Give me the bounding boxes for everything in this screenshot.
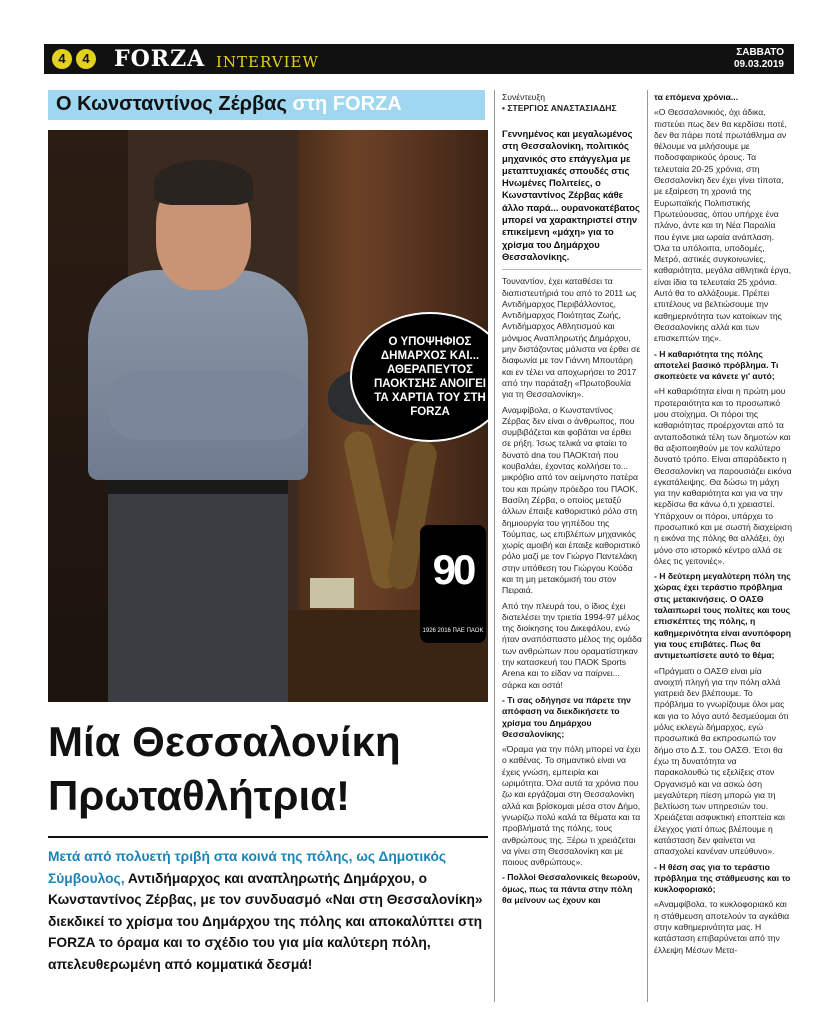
byline-author: • ΣΤΕΡΓΙΟΣ ΑΝΑΣΤΑΣΙΑΔΗΣ [502, 103, 617, 113]
byline-label: Συνέντευξη [502, 92, 545, 102]
lead-blue: Μετά από πολυετή τριβή στα κοινά της πόλης, ως Δημοτικός Σύμβουλος, [48, 849, 447, 886]
intro-paragraph: Γεννημένος και μεγαλωμένος στη Θεσσαλονίκη, πολιτικός μηχανικός στο επάγγελμα με μεταπτυχιακές σπουδές στις Ηνωμένες Πολιτείες, ο Κωνσταντίνος Ζέρβας κάθε άλλο παρά... ουρανοκατέβατος μπορεί να χαρακτηριστεί στην επικείμενη «μάχη» για το χρίσμα του Δημάρχου Θεσσαλονίκης. [502, 128, 640, 262]
question: - Η καθαριότητα της πόλης αποτελεί βασικό πρόβλημα. Τι σκοπεύετε να κάνετε γι' αυτό; [654, 348, 779, 382]
headline-line: Μία Θεσσαλονίκη [48, 718, 401, 765]
body-paragraph: Τουναντίον, έχει καταθέσει τα διαπιστευτήριά του από το 2011 ως Αντιδήμαρχος Περιβάλλοντος, Αντιδήμαρχος Ποιότητας Ζωής, Αντιδήμαρχος Αθλητισμού και μόνιμος Αναπληρωτής Δημάρχου, μην διστάζοντας μάλιστα να έρθει σε διαφωνία με τον Γιάννη Μπουτάρη και εν τέλει να αποχωρήσει το 2017 από την παράταξη «Πρωτοβουλία για τη Θεσσαλονίκη». [502, 276, 641, 400]
portrait-photo [48, 130, 488, 702]
column-1 [502, 92, 642, 910]
brand-logo: FORZA [114, 46, 206, 72]
badge-number: 90 [432, 546, 474, 593]
title-suffix: στη FORZA [292, 93, 402, 115]
byline [502, 92, 642, 114]
question-continued: τα επόμενα χρόνια... [654, 92, 739, 102]
header-bar [44, 44, 794, 74]
answer: «Όραμα για την πόλη μπορεί να έχει ο καθένας. Το σημαντικό είναι να έχεις γνώση, εμπειρία και ωριμότητα. Όλα αυτά τα χρόνια που ζω και εργάζομαι στη Θεσσαλονίκη αλλά και βρίσκομαι μέσα στον Δήμο, γνωρίζω πολύ καλά τα θέματα και τα προβλήματά της πόλης, τους ανθρώπους της. Ξέρω τι χρειάζεται να γίνει στη Θεσσαλονίκη και με ποιους ανθρώπους». [502, 744, 641, 868]
date-block [734, 47, 784, 71]
title-name: Ο Κωνσταντίνος Ζέρβας [56, 93, 287, 115]
title-strip [48, 90, 485, 120]
date-label: 09.03.2019 [733, 59, 784, 70]
callout-text: Ο ΥΠΟΨΗΦΙΟΣ ΔΗΜΑΡΧΟΣ ΚΑΙ... ΑΘΕΡΑΠΕΥΤΟΣ ΠΑΟΚΤΣΗΣ ΑΝΟΙΓΕΙ ΤΑ ΧΑΡΤΙΑ ΤΟΥ ΣΤΗ FORZA [374, 336, 486, 418]
divider [48, 836, 488, 838]
answer: «Η καθαριότητα είναι η πρώτη μου προτεραιότητα και το προσωπικό μου στοίχημα. Οι πόροι της καθαριότητας προέρχονται από τα ανταποδοτικά τέλη των δημοτών και θα αξιοποιηθούν με τον καλύτερο δυνατό τρόπο. Είναι απαράδεκτο η Θεσσαλονίκη να παρουσιάζει εικόνα εγκατάλειψης. Θα δώσω τη μάχη για την καθαριότητα και για να την κερδίσω θα κάνω ό,τι χρειαστεί. Υπάρχουν οι πόροι, υπάρχει το προσωπικό και με σωστή διαχείριση η εικόνα της πόλης θα αλλάξει, όχι μόνο στο ιστορικό κέντρο αλλά σε όλες τις γειτονιές». [654, 386, 792, 566]
main-headline [48, 715, 488, 823]
lead-paragraph [48, 846, 488, 975]
page-digit: 4 [76, 49, 96, 69]
day-label: ΣΑΒΒΑΤΟ [736, 47, 784, 58]
answer: «Αναμφίβολα, το κυκλοφοριακό και η στάθμευση αποτελούν τα αγκάθια στην καθημερινότητα μας. Η κατάσταση επιβαρύνεται από την έλλειψη Μέσων Μετα- [654, 899, 790, 955]
body-paragraph: Από την πλευρά του, ο ίδιος έχει διατελέσει την τριετία 1994-97 μέλος της διοίκησης του Δικεφάλου, ενώ ήταν αναπόσπαστο μέλος της ομάδα των ανθρώπων που οραματίστηκαν την κατασκευή του ΠΑΟΚ Sports Arena και το είδαν να παίρνει... σάρκα και οστά! [502, 600, 642, 690]
body-paragraph: Αναμφίβολα, ο Κωνσταντίνος Ζέρβας δεν είναι ο άνθρωπος, που συμβιβάζεται και φοβάται να έρθει σε ρήξη. Ίσως τελικά να φταίει το δυνατό dna του ΠΑΟΚτσή που κουβαλάει, έχοντας κολλήσει το... μικρόβιο από τον αείμνηστο πατέρα του και πρώην πρόεδρο του ΠΑΟΚ, Βασίλη Ζέρβα, ο οποίος μεταξύ άλλων έπαιξε καθοριστικό ρόλο στη δημιουργία του γηπέδου της Τούμπας, ως επιβλέπων μηχανικός χωρίς αμοιβή και έπαιξε καθοριστικό ρόλο μαζί με τον Γιώργο Παντελάκη στην υπόθεση του Γιώργου Κούδα και τη μη μετακόμισή του στον Πειραιά. [502, 404, 641, 596]
lead-black: Αντιδήμαρχος και αναπληρωτής Δημάρχου, ο Κωνσταντίνος Ζέρβας, με τον συνδυασμό «Ναι στη Θεσσαλονίκη» διεκδικεί το χρίσμα του Δημάρχου της πόλης και αποκαλύπτει στη FORZA το όραμα και το σχέδιο του για μία καλύτερη πόλη, απελευθερωμένη από κομματικά δεσμά! [48, 870, 483, 972]
page-number [52, 49, 96, 69]
question: - Η θέση σας για το τεράστιο πρόβλημα της στάθμευσης και το κυκλοφοριακό; [654, 861, 791, 895]
headline-line: Πρωταθλήτρια! [48, 772, 350, 819]
answer: «Πράγματι ο ΟΑΣΘ είναι μία ανοιχτή πληγή για την πόλη αλλά γιατρειά δεν βλέπουμε. Το πρόβλημα το γνωρίζουμε όλοι μας και για το λόγο αυτό δεσμεύομαι ότι μόλις εκλεγώ δήμαρχος, εγώ προσωπικά θα εκπροσωπώ τον δήμο στο Δ.Σ. του ΟΑΣΘ. Έτσι θα έχω τη δυνατότητα να παρακολουθώ τις εξελίξεις στον Οργανισμό και να ασκώ όση μεγαλύτερη πίεση μπορώ για τη βελτίωση των υπηρεσιών του. Χρειάζεται ασφυκτική εποπτεία και έλεγχος γιατί όπως βλέπουμε η κατάσταση δεν φαίνεται να απασχολεί κανέναν υπεύθυνο». [654, 665, 789, 857]
page-digit: 4 [52, 49, 72, 69]
paok-90-logo [420, 525, 486, 643]
question: - Η δεύτερη μεγαλύτερη πόλη της χώρας έχει τεράστιο πρόβλημα στις μετακινήσεις. Ο ΟΑΣΘ ταλαιπωρεί τους πολίτες και τους επισκέπτες της πόλης, η καθημερινότητα είναι ανυπόφορη για τους επιβάτες. Πως θα αντιμετωπίσετε αυτό το θέμα; [654, 571, 792, 661]
question: - Πολλοί Θεσσαλονικείς θεωρούν, όμως, πως τα πάντα στην πόλη θα μείνουν ως έχουν και [502, 872, 640, 905]
answer: «Ο Θεσσαλονικιός, όχι άδικα, πιστεύει πως δεν θα κερδίσει ποτέ, δεν θα πάρει ποτέ πρωτάθλημα αν θέλουμε να μιλήσουμε με ποδοσφαιρικούς όρους. Τα τελευταία 20-25 χρόνια, στη Θεσσαλονίκη δεν έχει γίνει τίποτα, με εξαίρεση τη χρονιά της Ευρωπαϊκής Πολιτιστικής Πρωτεύουσας, όπου υπήρχε ένα πλάνο, άντε και τη Νέα Παραλία που έγινε μια ωραία ανάπλαση. Όλα τα υπόλοιπα, υποδομές, Μετρό, αστικές συγκοινωνίες, καθαριότητα, μεγάλα αθλητικά έργα, είναι ίδια τα τελευταία 25 χρόνια. Αυτό θα το αλλάξουμε. Πρέπει επιτέλους να βελτιώσουμε την καθημερινότητα των κατοίκων της Θεσσαλονίκης αλλά και των επισκεπτών της». [654, 107, 792, 344]
badge-caption: 1926 2016 ΠΑΕ ΠΑΟΚ [422, 628, 484, 634]
question: - Τι σας οδήγησε να πάρετε την απόφαση να διεκδικήσετε το χρίσμα του Δημάρχου Θεσσαλονίκης; [502, 694, 631, 739]
article-title [56, 93, 402, 116]
column-divider [647, 90, 648, 1002]
section-label: INTERVIEW [216, 53, 319, 71]
column-2 [654, 92, 792, 960]
column-divider [494, 90, 495, 1002]
